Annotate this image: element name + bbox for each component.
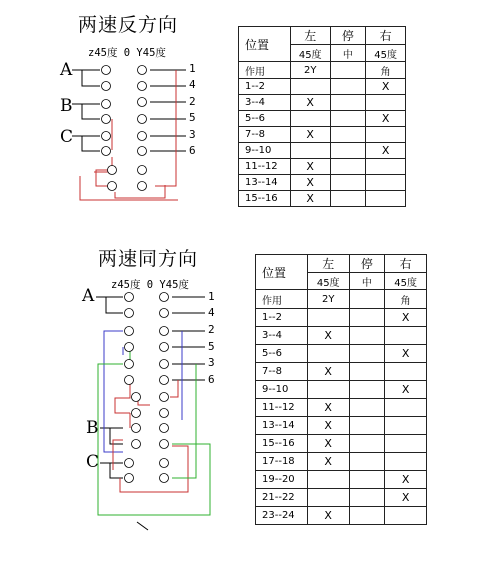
- column-header-stop: 停: [330, 27, 366, 45]
- contact-pair-cell: 19--20: [256, 471, 308, 489]
- contact-pair-cell: 15--16: [256, 435, 308, 453]
- bottom-switch-table: [255, 254, 427, 525]
- left-position-mark: X: [290, 95, 330, 111]
- table-row: [256, 435, 427, 453]
- top-ext-terminal: 3: [189, 128, 196, 141]
- stop-position-mark: [349, 345, 385, 363]
- stop-position-mark: [349, 309, 385, 327]
- top-ext-terminal: 5: [189, 111, 196, 124]
- right-position-mark: [385, 399, 427, 417]
- right-position-mark: X: [385, 309, 427, 327]
- contact-pair-cell: 21--22: [256, 489, 308, 507]
- bottom-left-terminals: [125, 293, 141, 483]
- contact-pair-cell: 17--18: [256, 453, 308, 471]
- left-position-mark: X: [290, 127, 330, 143]
- table-row: [256, 507, 427, 525]
- action-left: 2Y: [307, 290, 349, 309]
- top-ext-terminal: 2: [189, 95, 196, 108]
- action-right: 角: [385, 290, 427, 309]
- terminal-22: [160, 459, 169, 468]
- stop-sub-label: 中: [330, 45, 366, 62]
- column-header-left: 左: [290, 27, 330, 45]
- right-position-mark: X: [385, 345, 427, 363]
- left-angle-label: 45度: [307, 273, 349, 290]
- top-lead-c: C: [60, 127, 74, 147]
- bottom-ext-terminal: 4: [208, 306, 215, 319]
- column-header-stop: 停: [349, 255, 385, 273]
- terminal-17: [132, 424, 141, 433]
- terminal-20: [160, 440, 169, 449]
- left-position-mark: X: [307, 399, 349, 417]
- row-header-action: 作用: [256, 290, 308, 309]
- right-position-mark: [385, 453, 427, 471]
- terminal-11: [125, 376, 134, 385]
- contact-pair-cell: 9--10: [239, 143, 291, 159]
- contact-pair-cell: 1--2: [256, 309, 308, 327]
- contact-pair-cell: 15--16: [239, 191, 291, 207]
- terminal-9: [125, 360, 134, 369]
- left-position-mark: [307, 381, 349, 399]
- right-position-mark: [385, 435, 427, 453]
- terminal-1: [125, 293, 134, 302]
- contact-pair-cell: 7--8: [256, 363, 308, 381]
- table-row: [256, 309, 427, 327]
- left-position-mark: [307, 471, 349, 489]
- left-position-mark: X: [290, 175, 330, 191]
- top-diagram-title: 两速反方向: [78, 14, 179, 36]
- bottom-ext-terminal: 3: [208, 356, 215, 369]
- contact-pair-cell: 11--12: [256, 399, 308, 417]
- stop-sub-label: 中: [349, 273, 385, 290]
- column-header-right: 右: [385, 255, 427, 273]
- terminal-5: [125, 327, 134, 336]
- action-right: 角: [366, 62, 406, 79]
- contact-pair-cell: 7--8: [239, 127, 291, 143]
- right-position-mark: X: [366, 143, 406, 159]
- stop-position-mark: [349, 327, 385, 345]
- left-position-mark: X: [290, 191, 330, 207]
- bottom-lead-c: C: [86, 452, 100, 472]
- terminal-23: [125, 474, 134, 483]
- stop-position-mark: [349, 363, 385, 381]
- bottom-ext-terminal: 2: [208, 323, 215, 336]
- column-header-position: 位置: [256, 255, 308, 290]
- right-position-mark: [385, 327, 427, 345]
- terminal-21: [125, 459, 134, 468]
- right-position-mark: X: [385, 471, 427, 489]
- terminal-14: [160, 393, 169, 402]
- terminal-8: [160, 343, 169, 352]
- terminal-6: [160, 327, 169, 336]
- stop-position-mark: [349, 507, 385, 525]
- stop-position-mark: [349, 453, 385, 471]
- terminal-19: [132, 440, 141, 449]
- table-row: [256, 417, 427, 435]
- top-ext-terminal: 1: [189, 62, 196, 75]
- left-position-mark: [307, 489, 349, 507]
- right-position-mark: X: [366, 79, 406, 95]
- stop-position-mark: [349, 489, 385, 507]
- table-row: [256, 345, 427, 363]
- table-row: [256, 381, 427, 399]
- terminal-12: [160, 376, 169, 385]
- contact-pair-cell: 3--4: [256, 327, 308, 345]
- stop-position-mark: [349, 471, 385, 489]
- terminal-24: [160, 474, 169, 483]
- table-row: [256, 489, 427, 507]
- top-lead-b: B: [60, 96, 73, 116]
- left-position-mark: X: [307, 453, 349, 471]
- action-stop: [349, 290, 385, 309]
- terminal-7: [125, 343, 134, 352]
- right-position-mark: X: [385, 489, 427, 507]
- column-header-position: 位置: [239, 27, 291, 62]
- row-header-action: 作用: [239, 62, 291, 79]
- left-position-mark: [307, 345, 349, 363]
- left-position-mark: X: [307, 507, 349, 525]
- table-row: [256, 471, 427, 489]
- terminal-18: [160, 424, 169, 433]
- column-header-right: 右: [366, 27, 406, 45]
- bottom-red-wires: [113, 380, 188, 492]
- bottom-ext-terminal: 6: [208, 373, 215, 386]
- top-lead-a: A: [60, 60, 73, 80]
- terminal-15: [132, 409, 141, 418]
- table-row: [256, 363, 427, 381]
- stop-position-mark: [349, 417, 385, 435]
- left-position-mark: X: [307, 435, 349, 453]
- contact-pair-cell: 11--12: [239, 159, 291, 175]
- table-row: [256, 453, 427, 471]
- contact-pair-cell: 1--2: [239, 79, 291, 95]
- right-angle-label: 45度: [385, 273, 427, 290]
- bottom-ext-terminal: 1: [208, 290, 215, 303]
- left-position-mark: X: [307, 327, 349, 345]
- terminal-16: [160, 409, 169, 418]
- bottom-diagram-header: z45度 0 Y45度: [111, 279, 189, 291]
- contact-pair-cell: 13--14: [239, 175, 291, 191]
- bottom-right-terminals: [160, 293, 169, 483]
- table-row: [256, 327, 427, 345]
- top-diagram-header: z45度 0 Y45度: [88, 47, 166, 59]
- bottom-lead-b: B: [86, 418, 99, 438]
- right-position-mark: X: [366, 111, 406, 127]
- left-position-mark: X: [290, 159, 330, 175]
- contact-pair-cell: 5--6: [256, 345, 308, 363]
- table-row: [256, 399, 427, 417]
- right-angle-label: 45度: [366, 45, 406, 62]
- bottom-lead-a: A: [82, 286, 95, 306]
- contact-pair-cell: 13--14: [256, 417, 308, 435]
- bottom-diagram-title: 两速同方向: [98, 248, 199, 270]
- right-position-mark: [385, 417, 427, 435]
- terminal-13: [132, 393, 141, 402]
- right-position-mark: [385, 507, 427, 525]
- action-left: 2Y: [290, 62, 330, 79]
- contact-pair-cell: 23--24: [256, 507, 308, 525]
- left-position-mark: X: [307, 417, 349, 435]
- terminal-10: [160, 360, 169, 369]
- terminal-4: [160, 309, 169, 318]
- left-angle-label: 45度: [290, 45, 330, 62]
- contact-pair-cell: 5--6: [239, 111, 291, 127]
- contact-pair-cell: 3--4: [239, 95, 291, 111]
- stop-position-mark: [349, 435, 385, 453]
- column-header-left: 左: [307, 255, 349, 273]
- top-ext-terminal: 6: [189, 144, 196, 157]
- contact-pair-cell: 9--10: [256, 381, 308, 399]
- terminal-3: [125, 309, 134, 318]
- left-position-mark: [307, 309, 349, 327]
- bottom-blue-wires: [104, 331, 182, 452]
- stop-position-mark: [349, 381, 385, 399]
- top-ext-terminal: 4: [189, 78, 196, 91]
- terminal-2: [160, 293, 169, 302]
- left-position-mark: X: [307, 363, 349, 381]
- stop-position-mark: [349, 399, 385, 417]
- bottom-black-wires: [96, 297, 205, 530]
- right-position-mark: X: [385, 381, 427, 399]
- bottom-ext-terminal: 5: [208, 340, 215, 353]
- bottom-green-wires: [98, 348, 210, 515]
- right-position-mark: [385, 363, 427, 381]
